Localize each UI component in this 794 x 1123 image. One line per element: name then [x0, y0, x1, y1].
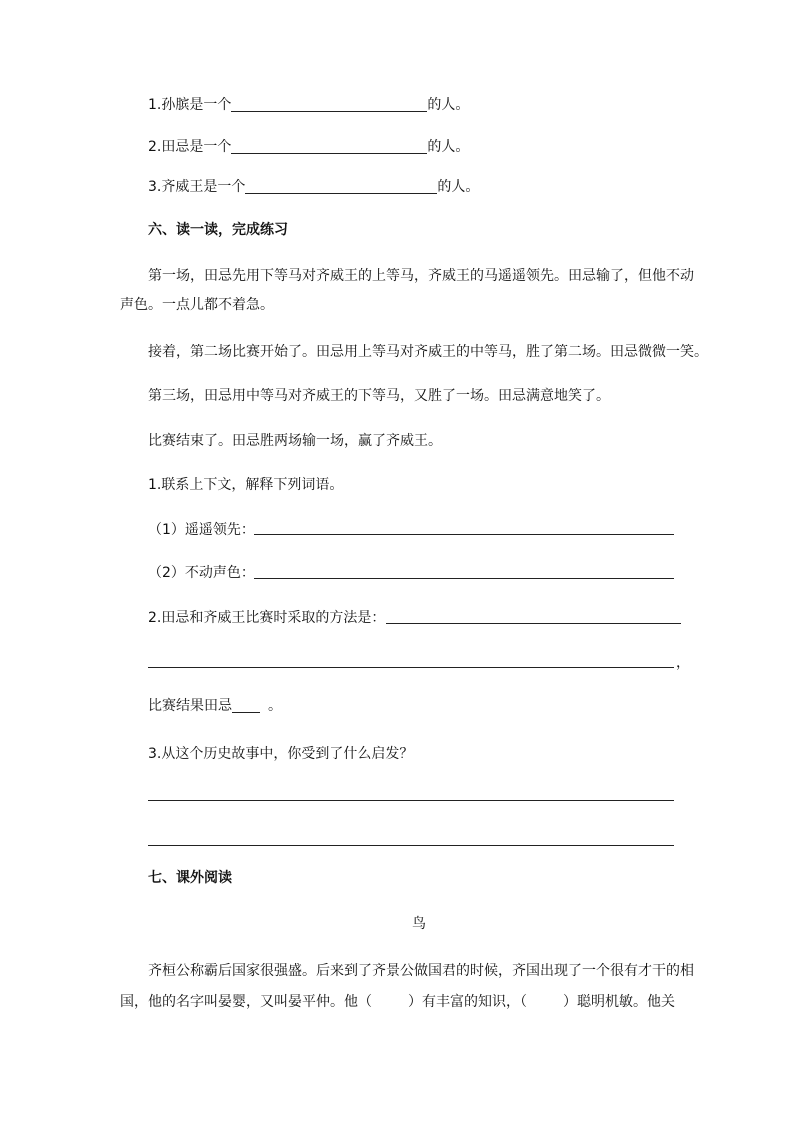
passage-para-3: 第三场，田忌用中等马对齐威王的下等马，又胜了一场。田忌满意地笑了。	[148, 388, 610, 404]
fill-item-1-prefix: 1.孙膑是一个	[148, 97, 232, 113]
question-3: 3.从这个历史故事中，你受到了什么启发？	[148, 746, 414, 762]
question-3-answer-line-2[interactable]	[148, 845, 674, 846]
fill-item-3-blank[interactable]	[245, 179, 437, 194]
fill-item-1-blank[interactable]	[231, 97, 427, 112]
reading-line-1: 齐桓公称霸后国家很强盛。后来到了齐景公做国君的时候，齐国出现了一个很有才干的相	[148, 963, 694, 979]
reading-title: 鸟	[412, 916, 426, 932]
reading-line-2	[120, 992, 675, 1012]
fill-item-1-suffix: 的人。	[427, 97, 470, 113]
question-1b-answer-line[interactable]	[254, 578, 674, 579]
question-1a-label: （1）遥遥领先：	[148, 522, 255, 538]
question-1a-answer-line[interactable]	[254, 534, 674, 535]
question-1b-label: （2）不动声色：	[148, 565, 255, 581]
section-7-heading: 七、课外阅读	[148, 870, 232, 886]
question-1a	[148, 520, 255, 540]
question-2-answer-line-2[interactable]	[148, 667, 674, 668]
question-2-result-label: 比赛结果田忌	[148, 698, 232, 714]
question-3-answer-line-1[interactable]	[148, 800, 674, 801]
fill-item-3	[148, 177, 479, 197]
question-2-result	[148, 696, 282, 716]
question-2-result-period: 。	[268, 698, 282, 714]
reading-line-2-part-a: 国，他的名字叫晏婴，又叫晏平仲。他（	[120, 994, 372, 1010]
fill-item-2-suffix: 的人。	[427, 139, 470, 155]
passage-para-1-line-2: 声色。一点儿都不着急。	[120, 297, 274, 313]
question-1: 1.联系上下文，解释下列词语。	[148, 477, 344, 493]
question-2-comma: ，	[676, 655, 690, 671]
section-6-heading: 六、读一读，完成练习	[148, 222, 288, 238]
question-1b	[148, 563, 255, 583]
question-2: 2.田忌和齐威王比赛时采取的方法是：	[148, 610, 386, 626]
passage-para-1-line-1: 第一场，田忌先用下等马对齐威王的上等马，齐威王的马遥遥领先。田忌输了，但他不动	[148, 268, 694, 284]
passage-para-2: 接着，第二场比赛开始了。田忌用上等马对齐威王的中等马，胜了第二场。田忌微微一笑。	[148, 344, 708, 360]
fill-item-3-suffix: 的人。	[437, 179, 480, 195]
passage-para-4: 比赛结束了。田忌胜两场输一场，赢了齐威王。	[148, 433, 442, 449]
fill-item-3-prefix: 3.齐威王是一个	[148, 179, 246, 195]
reading-line-2-part-c: ）聪明机敏。他关	[563, 994, 675, 1010]
fill-item-1	[148, 95, 469, 115]
fill-item-2-prefix: 2.田忌是一个	[148, 139, 232, 155]
reading-line-2-part-b: ）有丰富的知识，（	[408, 994, 527, 1010]
question-2-answer-line-1[interactable]	[386, 623, 681, 624]
fill-item-2	[148, 137, 469, 157]
fill-item-2-blank[interactable]	[231, 139, 427, 154]
question-2-result-blank[interactable]	[232, 698, 260, 713]
